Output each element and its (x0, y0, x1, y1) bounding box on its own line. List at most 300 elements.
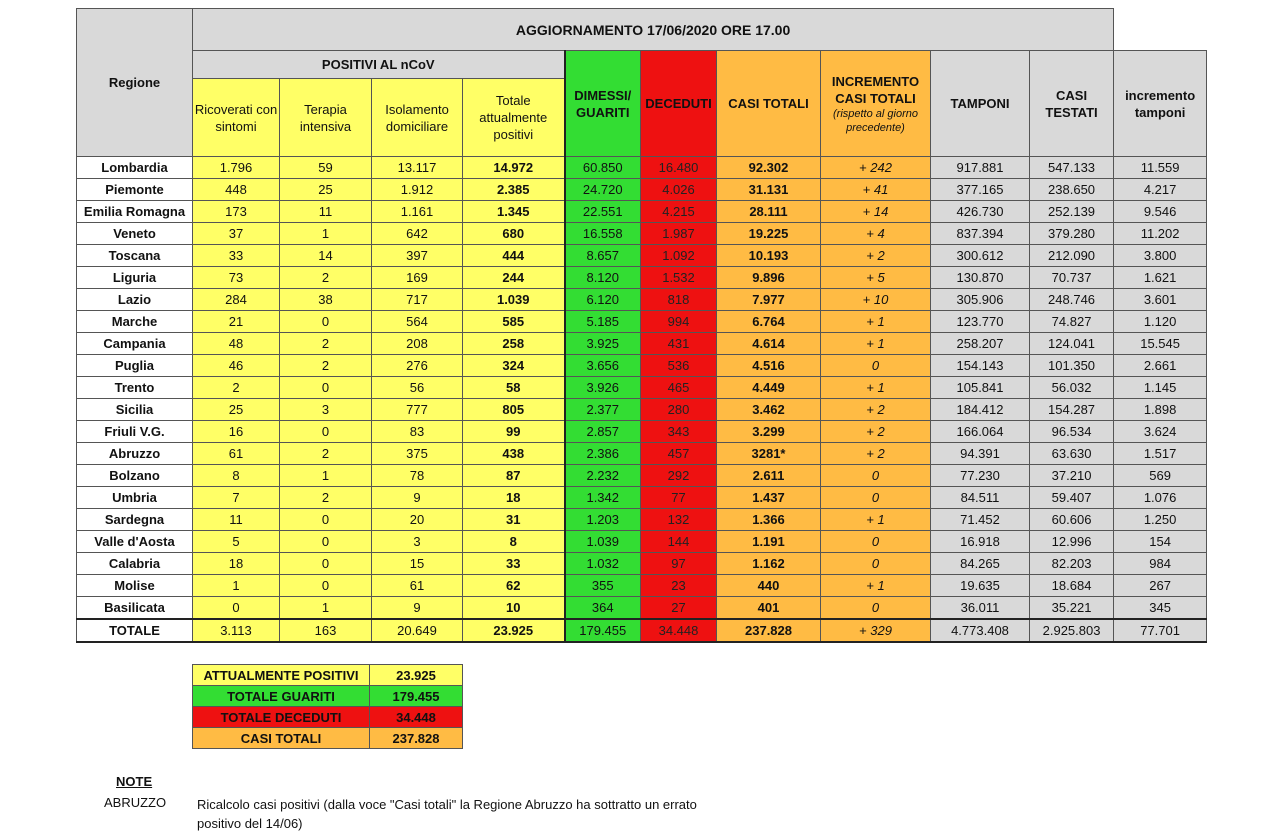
cell-casi-totali: 19.225 (717, 223, 821, 245)
notes-region: ABRUZZO (104, 795, 167, 810)
cell-terapia: 0 (280, 575, 372, 597)
table-row (77, 245, 1207, 267)
cell-deceduti: 144 (641, 531, 717, 553)
table-row (77, 553, 1207, 575)
cell-dimessi: 5.185 (565, 311, 641, 333)
cell-deceduti: 465 (641, 377, 717, 399)
summary-row (193, 665, 463, 686)
header-incremento-note: (rispetto al giorno precedente) (833, 107, 918, 134)
cell-dimessi: 2.232 (565, 465, 641, 487)
cell-casi-totali: 237.828 (717, 619, 821, 642)
cell-region: Molise (77, 575, 193, 597)
cell-casi-totali: 1.162 (717, 553, 821, 575)
header-casi-testati: CASI TESTATI (1030, 51, 1114, 157)
cell-tamponi: 258.207 (931, 333, 1030, 355)
cell-region: Veneto (77, 223, 193, 245)
cell-ricoverati: 0 (193, 597, 280, 620)
table-row (77, 157, 1207, 179)
cell-isolamento: 1.912 (372, 179, 463, 201)
cell-casi-totali: 440 (717, 575, 821, 597)
cell-casi-totali: 1.191 (717, 531, 821, 553)
header-incremento-tamponi: incremento tamponi (1114, 51, 1207, 157)
header-regione: Regione (77, 9, 193, 157)
cell-terapia: 0 (280, 509, 372, 531)
cell-tamponi: 377.165 (931, 179, 1030, 201)
cell-isolamento: 276 (372, 355, 463, 377)
cell-tamponi: 300.612 (931, 245, 1030, 267)
cell-tamponi: 16.918 (931, 531, 1030, 553)
cell-casi-totali: 1.437 (717, 487, 821, 509)
cell-deceduti: 4.026 (641, 179, 717, 201)
cell-dimessi: 355 (565, 575, 641, 597)
cell-dimessi: 60.850 (565, 157, 641, 179)
cell-incremento: + 329 (821, 619, 931, 642)
cell-totale-positivi: 18 (463, 487, 565, 509)
cell-region: Lombardia (77, 157, 193, 179)
cell-totale-positivi: 62 (463, 575, 565, 597)
cell-dimessi: 8.657 (565, 245, 641, 267)
table-row (77, 421, 1207, 443)
cell-deceduti: 23 (641, 575, 717, 597)
cell-terapia: 0 (280, 553, 372, 575)
table-row (77, 487, 1207, 509)
cell-isolamento: 1.161 (372, 201, 463, 223)
cell-incremento: + 1 (821, 575, 931, 597)
cell-incremento-tamponi: 267 (1114, 575, 1207, 597)
summary-label: TOTALE GUARITI (193, 686, 370, 707)
cell-totale-positivi: 87 (463, 465, 565, 487)
cell-incremento: + 4 (821, 223, 931, 245)
cell-totale-positivi: 8 (463, 531, 565, 553)
summary-label: TOTALE DECEDUTI (193, 707, 370, 728)
header-isolamento: Isolamento domiciliare (372, 79, 463, 157)
cell-incremento: 0 (821, 465, 931, 487)
cell-deceduti: 431 (641, 333, 717, 355)
cell-tamponi: 154.143 (931, 355, 1030, 377)
cell-tamponi: 71.452 (931, 509, 1030, 531)
cell-totale-positivi: 99 (463, 421, 565, 443)
cell-isolamento: 9 (372, 487, 463, 509)
cell-terapia: 3 (280, 399, 372, 421)
cell-casi-totali: 4.516 (717, 355, 821, 377)
cell-incremento: 0 (821, 597, 931, 620)
cell-casi-totali: 401 (717, 597, 821, 620)
cell-incremento-tamponi: 1.145 (1114, 377, 1207, 399)
cell-tamponi: 4.773.408 (931, 619, 1030, 642)
header-tamponi: TAMPONI (931, 51, 1030, 157)
cell-incremento: + 242 (821, 157, 931, 179)
cell-region: Puglia (77, 355, 193, 377)
cell-ricoverati: 5 (193, 531, 280, 553)
cell-isolamento: 169 (372, 267, 463, 289)
cell-region: Bolzano (77, 465, 193, 487)
cell-casi-testati: 12.996 (1030, 531, 1114, 553)
cell-totale-positivi: 10 (463, 597, 565, 620)
cell-terapia: 1 (280, 597, 372, 620)
cell-deceduti: 1.092 (641, 245, 717, 267)
cell-isolamento: 20.649 (372, 619, 463, 642)
cell-ricoverati: 73 (193, 267, 280, 289)
summary-value: 34.448 (370, 707, 463, 728)
table-row (77, 575, 1207, 597)
cell-incremento: 0 (821, 531, 931, 553)
cell-terapia: 2 (280, 355, 372, 377)
cell-tamponi: 77.230 (931, 465, 1030, 487)
cell-region: Lazio (77, 289, 193, 311)
cell-casi-testati: 2.925.803 (1030, 619, 1114, 642)
cell-dimessi: 2.377 (565, 399, 641, 421)
cell-casi-testati: 74.827 (1030, 311, 1114, 333)
cell-totale-positivi: 33 (463, 553, 565, 575)
table-row (77, 597, 1207, 620)
cell-dimessi: 179.455 (565, 619, 641, 642)
cell-incremento: + 10 (821, 289, 931, 311)
cell-terapia: 1 (280, 223, 372, 245)
cell-deceduti: 280 (641, 399, 717, 421)
cell-dimessi: 1.039 (565, 531, 641, 553)
cell-dimessi: 16.558 (565, 223, 641, 245)
cell-region: Sardegna (77, 509, 193, 531)
cell-isolamento: 78 (372, 465, 463, 487)
header-blank-cell (1114, 9, 1207, 51)
table-row (77, 179, 1207, 201)
cell-isolamento: 717 (372, 289, 463, 311)
cell-deceduti: 1.987 (641, 223, 717, 245)
table-row (77, 267, 1207, 289)
cell-ricoverati: 8 (193, 465, 280, 487)
summary-row (193, 707, 463, 728)
cell-isolamento: 564 (372, 311, 463, 333)
cell-casi-testati: 124.041 (1030, 333, 1114, 355)
cell-region: Toscana (77, 245, 193, 267)
header-casi-totali: CASI TOTALI (717, 51, 821, 157)
cell-deceduti: 457 (641, 443, 717, 465)
cell-casi-totali: 7.977 (717, 289, 821, 311)
cell-region: Emilia Romagna (77, 201, 193, 223)
cell-incremento-tamponi: 3.601 (1114, 289, 1207, 311)
summary-row (193, 686, 463, 707)
cell-ricoverati: 61 (193, 443, 280, 465)
cell-deceduti: 343 (641, 421, 717, 443)
cell-tamponi: 94.391 (931, 443, 1030, 465)
cell-incremento: + 2 (821, 245, 931, 267)
header-terapia: Terapia intensiva (280, 79, 372, 157)
cell-region: Trento (77, 377, 193, 399)
cell-isolamento: 208 (372, 333, 463, 355)
cell-totale-positivi: 58 (463, 377, 565, 399)
cell-region: TOTALE (77, 619, 193, 642)
cell-ricoverati: 11 (193, 509, 280, 531)
table-row (77, 311, 1207, 333)
header-ricoverati: Ricoverati con sintomi (193, 79, 280, 157)
cell-dimessi: 1.032 (565, 553, 641, 575)
summary-value: 23.925 (370, 665, 463, 686)
summary-label: CASI TOTALI (193, 728, 370, 749)
cell-dimessi: 3.925 (565, 333, 641, 355)
cell-ricoverati: 1 (193, 575, 280, 597)
table-row (77, 443, 1207, 465)
cell-incremento: + 1 (821, 311, 931, 333)
cell-casi-testati: 238.650 (1030, 179, 1114, 201)
cell-tamponi: 19.635 (931, 575, 1030, 597)
header-totale-positivi: Totale attualmente positivi (463, 79, 565, 157)
cell-dimessi: 8.120 (565, 267, 641, 289)
cell-casi-totali: 3.299 (717, 421, 821, 443)
table-row (77, 399, 1207, 421)
cell-tamponi: 123.770 (931, 311, 1030, 333)
cell-terapia: 25 (280, 179, 372, 201)
cell-isolamento: 9 (372, 597, 463, 620)
cell-terapia: 2 (280, 487, 372, 509)
cell-totale-positivi: 1.039 (463, 289, 565, 311)
table-title: AGGIORNAMENTO 17/06/2020 ORE 17.00 (193, 9, 1114, 51)
cell-casi-totali: 28.111 (717, 201, 821, 223)
summary-table (192, 664, 463, 749)
cell-casi-testati: 82.203 (1030, 553, 1114, 575)
summary-label: ATTUALMENTE POSITIVI (193, 665, 370, 686)
cell-terapia: 59 (280, 157, 372, 179)
table-row (77, 223, 1207, 245)
cell-incremento: 0 (821, 487, 931, 509)
cell-totale-positivi: 438 (463, 443, 565, 465)
table-row (77, 377, 1207, 399)
cell-casi-testati: 18.684 (1030, 575, 1114, 597)
cell-incremento: + 1 (821, 333, 931, 355)
cell-incremento: + 2 (821, 443, 931, 465)
cell-dimessi: 3.926 (565, 377, 641, 399)
cell-region: Piemonte (77, 179, 193, 201)
cell-dimessi: 364 (565, 597, 641, 620)
table-row (77, 465, 1207, 487)
table-row (77, 201, 1207, 223)
cell-terapia: 0 (280, 311, 372, 333)
cell-casi-totali: 1.366 (717, 509, 821, 531)
cell-incremento-tamponi: 77.701 (1114, 619, 1207, 642)
cell-casi-totali: 6.764 (717, 311, 821, 333)
cell-ricoverati: 18 (193, 553, 280, 575)
cell-isolamento: 61 (372, 575, 463, 597)
cell-dimessi: 24.720 (565, 179, 641, 201)
cell-casi-testati: 37.210 (1030, 465, 1114, 487)
cell-ricoverati: 37 (193, 223, 280, 245)
cell-ricoverati: 21 (193, 311, 280, 333)
cell-terapia: 0 (280, 377, 372, 399)
cell-terapia: 163 (280, 619, 372, 642)
cell-terapia: 11 (280, 201, 372, 223)
cell-casi-testati: 252.139 (1030, 201, 1114, 223)
cell-ricoverati: 448 (193, 179, 280, 201)
cell-terapia: 38 (280, 289, 372, 311)
table-total-row (77, 619, 1207, 642)
cell-incremento-tamponi: 984 (1114, 553, 1207, 575)
cell-ricoverati: 46 (193, 355, 280, 377)
cell-dimessi: 3.656 (565, 355, 641, 377)
cell-incremento-tamponi: 345 (1114, 597, 1207, 620)
cell-isolamento: 3 (372, 531, 463, 553)
cell-incremento: 0 (821, 355, 931, 377)
cell-incremento-tamponi: 3.800 (1114, 245, 1207, 267)
cell-ricoverati: 2 (193, 377, 280, 399)
covid-regional-table (76, 8, 1207, 643)
notes-title: NOTE (116, 774, 153, 789)
cell-casi-totali: 3.462 (717, 399, 821, 421)
cell-isolamento: 642 (372, 223, 463, 245)
cell-casi-testati: 379.280 (1030, 223, 1114, 245)
cell-casi-testati: 35.221 (1030, 597, 1114, 620)
cell-casi-testati: 101.350 (1030, 355, 1114, 377)
summary-value: 179.455 (370, 686, 463, 707)
cell-incremento: + 1 (821, 509, 931, 531)
cell-terapia: 2 (280, 267, 372, 289)
cell-incremento-tamponi: 9.546 (1114, 201, 1207, 223)
cell-deceduti: 132 (641, 509, 717, 531)
cell-casi-testati: 212.090 (1030, 245, 1114, 267)
cell-dimessi: 22.551 (565, 201, 641, 223)
cell-dimessi: 2.386 (565, 443, 641, 465)
cell-totale-positivi: 258 (463, 333, 565, 355)
cell-incremento-tamponi: 569 (1114, 465, 1207, 487)
cell-incremento: 0 (821, 553, 931, 575)
cell-region: Sicilia (77, 399, 193, 421)
cell-deceduti: 27 (641, 597, 717, 620)
cell-casi-totali: 92.302 (717, 157, 821, 179)
cell-incremento: + 5 (821, 267, 931, 289)
cell-region: Calabria (77, 553, 193, 575)
cell-incremento: + 2 (821, 421, 931, 443)
cell-incremento-tamponi: 1.621 (1114, 267, 1207, 289)
cell-tamponi: 84.511 (931, 487, 1030, 509)
cell-incremento-tamponi: 1.076 (1114, 487, 1207, 509)
cell-deceduti: 818 (641, 289, 717, 311)
cell-incremento-tamponi: 11.202 (1114, 223, 1207, 245)
cell-ricoverati: 16 (193, 421, 280, 443)
table-row (77, 333, 1207, 355)
cell-dimessi: 1.203 (565, 509, 641, 531)
cell-tamponi: 305.906 (931, 289, 1030, 311)
cell-tamponi: 184.412 (931, 399, 1030, 421)
cell-incremento: + 14 (821, 201, 931, 223)
cell-incremento-tamponi: 154 (1114, 531, 1207, 553)
cell-tamponi: 837.394 (931, 223, 1030, 245)
cell-casi-testati: 70.737 (1030, 267, 1114, 289)
cell-totale-positivi: 324 (463, 355, 565, 377)
cell-ricoverati: 48 (193, 333, 280, 355)
cell-casi-testati: 547.133 (1030, 157, 1114, 179)
cell-terapia: 0 (280, 421, 372, 443)
summary-row (193, 728, 463, 749)
cell-incremento: + 41 (821, 179, 931, 201)
cell-isolamento: 777 (372, 399, 463, 421)
cell-ricoverati: 284 (193, 289, 280, 311)
cell-terapia: 14 (280, 245, 372, 267)
cell-totale-positivi: 2.385 (463, 179, 565, 201)
cell-casi-totali: 10.193 (717, 245, 821, 267)
cell-deceduti: 4.215 (641, 201, 717, 223)
cell-totale-positivi: 23.925 (463, 619, 565, 642)
cell-region: Abruzzo (77, 443, 193, 465)
cell-region: Valle d'Aosta (77, 531, 193, 553)
cell-deceduti: 34.448 (641, 619, 717, 642)
cell-totale-positivi: 585 (463, 311, 565, 333)
cell-casi-totali: 9.896 (717, 267, 821, 289)
cell-incremento-tamponi: 15.545 (1114, 333, 1207, 355)
cell-incremento-tamponi: 1.120 (1114, 311, 1207, 333)
header-dimessi: DIMESSI/ GUARITI (565, 51, 641, 157)
cell-terapia: 1 (280, 465, 372, 487)
cell-ricoverati: 7 (193, 487, 280, 509)
cell-totale-positivi: 1.345 (463, 201, 565, 223)
cell-totale-positivi: 14.972 (463, 157, 565, 179)
cell-dimessi: 6.120 (565, 289, 641, 311)
cell-casi-totali: 4.614 (717, 333, 821, 355)
notes-text: Ricalcolo casi positivi (dalla voce "Casi totali" la Regione Abruzzo ha sottratto un errato positivo del 14/06) (197, 797, 697, 831)
cell-casi-testati: 59.407 (1030, 487, 1114, 509)
cell-casi-totali: 4.449 (717, 377, 821, 399)
table-row (77, 355, 1207, 377)
cell-incremento-tamponi: 11.559 (1114, 157, 1207, 179)
cell-casi-testati: 56.032 (1030, 377, 1114, 399)
cell-deceduti: 292 (641, 465, 717, 487)
table-row (77, 509, 1207, 531)
cell-totale-positivi: 244 (463, 267, 565, 289)
cell-totale-positivi: 805 (463, 399, 565, 421)
cell-region: Friuli V.G. (77, 421, 193, 443)
cell-tamponi: 917.881 (931, 157, 1030, 179)
cell-region: Marche (77, 311, 193, 333)
cell-casi-testati: 63.630 (1030, 443, 1114, 465)
cell-isolamento: 397 (372, 245, 463, 267)
cell-casi-testati: 96.534 (1030, 421, 1114, 443)
cell-region: Umbria (77, 487, 193, 509)
header-incremento-label: INCREMENTO CASI TOTALI (831, 73, 920, 106)
cell-deceduti: 77 (641, 487, 717, 509)
cell-incremento-tamponi: 3.624 (1114, 421, 1207, 443)
cell-totale-positivi: 31 (463, 509, 565, 531)
cell-deceduti: 536 (641, 355, 717, 377)
cell-isolamento: 83 (372, 421, 463, 443)
cell-ricoverati: 173 (193, 201, 280, 223)
cell-ricoverati: 25 (193, 399, 280, 421)
cell-isolamento: 20 (372, 509, 463, 531)
header-incremento (821, 51, 931, 157)
cell-casi-totali: 3281* (717, 443, 821, 465)
table-row (77, 531, 1207, 553)
cell-tamponi: 130.870 (931, 267, 1030, 289)
cell-ricoverati: 3.113 (193, 619, 280, 642)
cell-isolamento: 375 (372, 443, 463, 465)
cell-terapia: 2 (280, 333, 372, 355)
cell-incremento-tamponi: 1.898 (1114, 399, 1207, 421)
cell-ricoverati: 33 (193, 245, 280, 267)
cell-incremento: + 2 (821, 399, 931, 421)
cell-dimessi: 2.857 (565, 421, 641, 443)
cell-incremento-tamponi: 1.517 (1114, 443, 1207, 465)
cell-totale-positivi: 444 (463, 245, 565, 267)
summary-value: 237.828 (370, 728, 463, 749)
cell-terapia: 0 (280, 531, 372, 553)
cell-deceduti: 994 (641, 311, 717, 333)
cell-tamponi: 166.064 (931, 421, 1030, 443)
cell-casi-totali: 2.611 (717, 465, 821, 487)
cell-tamponi: 426.730 (931, 201, 1030, 223)
cell-tamponi: 84.265 (931, 553, 1030, 575)
cell-totale-positivi: 680 (463, 223, 565, 245)
cell-casi-testati: 60.606 (1030, 509, 1114, 531)
cell-region: Liguria (77, 267, 193, 289)
table-row (77, 289, 1207, 311)
cell-isolamento: 13.117 (372, 157, 463, 179)
cell-deceduti: 97 (641, 553, 717, 575)
